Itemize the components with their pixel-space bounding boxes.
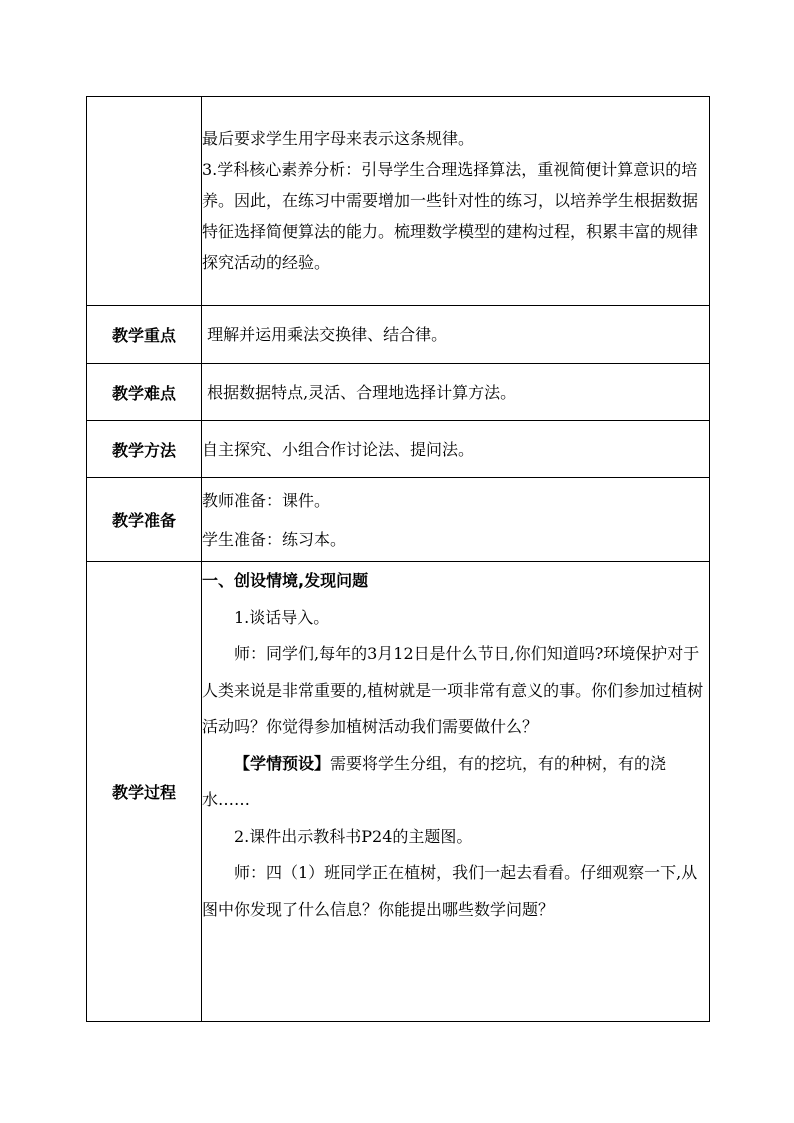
step-2: 2.课件出示教科书P24的主题图。 [234, 826, 473, 846]
preset-paragraph [202, 746, 709, 819]
methods-label: 教学方法 [87, 421, 202, 478]
preparation-cell [202, 478, 710, 562]
methods-row [87, 421, 710, 478]
preparation-row [87, 478, 710, 562]
preset-text: 需要将学生分组，有的挖坑，有的种树，有的浇水…… [202, 753, 667, 809]
difficulties-text [202, 364, 710, 421]
difficulties-label: 教学难点 [87, 364, 202, 421]
core-literacy-analysis: 3.学科核心素养分析：引导学生合理选择算法，重视简便计算意识的培养。因此，在练习中需要增加一些针对性的练习，以培养学生根据数据特征选择简便算法的能力。梳理数学模型的建构过程，积累丰富的规律探究活动的经验。 [202, 159, 699, 272]
section-title: 一、创设情境,发现问题 [202, 571, 369, 590]
core-literacy-cell [202, 97, 710, 306]
step-1: 1.谈话导入。 [234, 607, 330, 627]
process-cell [202, 562, 710, 1022]
paragraph-2: 师：四（1）班同学正在植树，我们一起去看看。仔细观察一下,从图中你发现了什么信息？你能提出哪些数学问题？ [202, 863, 698, 919]
key-points-label: 教学重点 [87, 306, 202, 364]
process-label: 教学过程 [87, 562, 202, 1022]
methods-value: 自主探究、小组合作讨论法、提问法。 [202, 439, 475, 459]
paragraph-1: 师：同学们,每年的3月12日是什么节日,你们知道吗?环境保护对于人类来说是非常重要的,植树就是一项非常有意义的事。你们参加过植树活动吗？你觉得参加植树活动我们需要做什么？ [202, 644, 704, 736]
student-preparation: 学生准备：练习本。 [202, 529, 347, 549]
core-literacy-row [87, 97, 710, 306]
preparation-label: 教学准备 [87, 478, 202, 562]
blank-label-cell [87, 97, 202, 306]
process-row [87, 562, 710, 1022]
key-points-value: 理解并运用乘法交换律、结合律。 [202, 325, 448, 344]
lesson-plan-table [86, 96, 710, 1022]
key-points-text [202, 306, 710, 364]
preset-label: 【学情预设】 [234, 753, 331, 773]
rule-letter-line: 最后要求学生用字母来表示这条规律。 [202, 128, 475, 148]
difficulties-row [87, 364, 710, 421]
teacher-preparation: 教师准备：课件。 [202, 490, 331, 510]
methods-text [202, 421, 710, 478]
difficulties-value: 根据数据特点,灵活、合理地选择计算方法。 [202, 382, 517, 402]
key-points-row [87, 306, 710, 364]
